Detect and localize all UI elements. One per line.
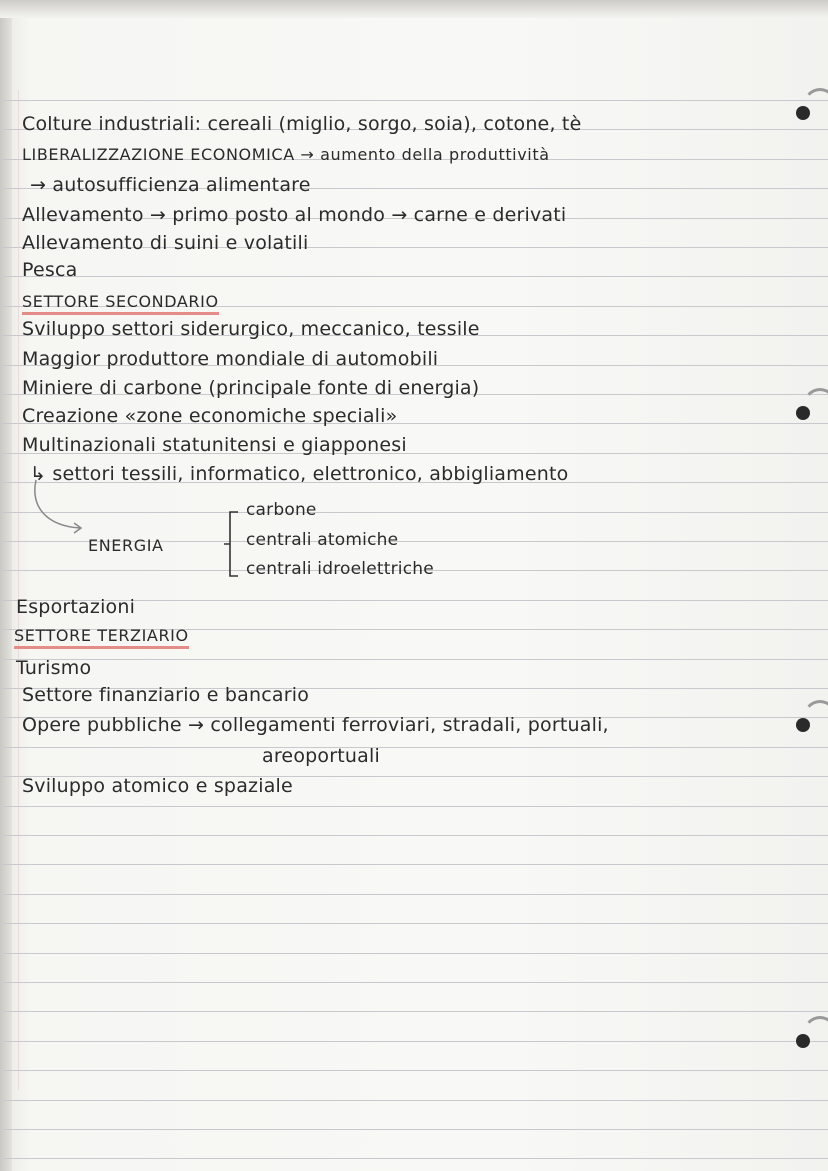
- section-heading-terziario: SETTORE TERZIARIO: [14, 626, 189, 645]
- ruled-line: [0, 1011, 828, 1012]
- ruled-line: [0, 953, 828, 954]
- ruled-line: [0, 923, 828, 924]
- note-line: Pesca: [22, 259, 78, 281]
- binder-ring: [796, 100, 818, 122]
- energy-label: ENERGIA: [88, 536, 164, 555]
- ruled-line: [0, 276, 828, 277]
- note-line: Maggior produttore mondiale di automobili: [22, 348, 439, 370]
- note-line: Multinazionali statunitensi e giapponesi: [22, 434, 407, 456]
- note-line: Settore finanziario e bancario: [22, 684, 310, 706]
- ruled-line: [0, 1100, 828, 1101]
- note-line: Opere pubbliche → collegamenti ferroviari, stradali, portuali,: [22, 714, 609, 736]
- ruled-line: [0, 512, 828, 513]
- binder-ring: [796, 712, 818, 734]
- bracket-icon: [222, 508, 242, 580]
- note-line: Miniere di carbone (principale fonte di energia): [22, 377, 480, 399]
- note-line: Allevamento → primo posto al mondo → carne e derivati: [22, 204, 567, 226]
- note-line: Colture industriali: cereali (miglio, sorgo, soia), cotone, tè: [22, 113, 582, 135]
- energy-item: carbone: [246, 500, 317, 520]
- ruled-line: [0, 747, 828, 748]
- ruled-line: [0, 1070, 828, 1071]
- note-line: ↳ settori tessili, informatico, elettronico, abbigliamento: [30, 463, 569, 485]
- ruled-line: [0, 894, 828, 895]
- page-edge: [0, 0, 12, 1171]
- binder-ring: [796, 1028, 818, 1050]
- ruled-line: [0, 1158, 828, 1159]
- note-line: Creazione «zone economiche speciali»: [22, 405, 398, 427]
- note-line: Esportazioni: [16, 596, 136, 618]
- curved-arrow-icon: [28, 478, 88, 538]
- ruled-line: [0, 659, 828, 660]
- binder-ring: [796, 400, 818, 422]
- ruled-line: [0, 982, 828, 983]
- note-line: Sviluppo atomico e spaziale: [22, 775, 293, 797]
- note-line: LIBERALIZZAZIONE ECONOMICA → aumento della produttività: [22, 145, 550, 164]
- note-line: Allevamento di suini e volatili: [22, 232, 309, 254]
- page-top-shadow: [0, 0, 828, 18]
- note-line: Sviluppo settori siderurgico, meccanico, tessile: [22, 318, 480, 340]
- margin-line: [18, 90, 19, 1090]
- note-line: Turismo: [16, 657, 92, 679]
- ruled-line: [0, 864, 828, 865]
- note-line: areoportuali: [262, 745, 380, 767]
- energy-item: centrali idroelettriche: [246, 559, 434, 579]
- ruled-line: [0, 100, 828, 101]
- ruled-line: [0, 1041, 828, 1042]
- ruled-line: [0, 806, 828, 807]
- ruled-line: [0, 1129, 828, 1130]
- note-line: → autosufficienza alimentare: [30, 174, 311, 196]
- energy-item: centrali atomiche: [246, 530, 399, 550]
- section-heading-secondario: SETTORE SECONDARIO: [22, 292, 219, 311]
- ruled-line: [0, 835, 828, 836]
